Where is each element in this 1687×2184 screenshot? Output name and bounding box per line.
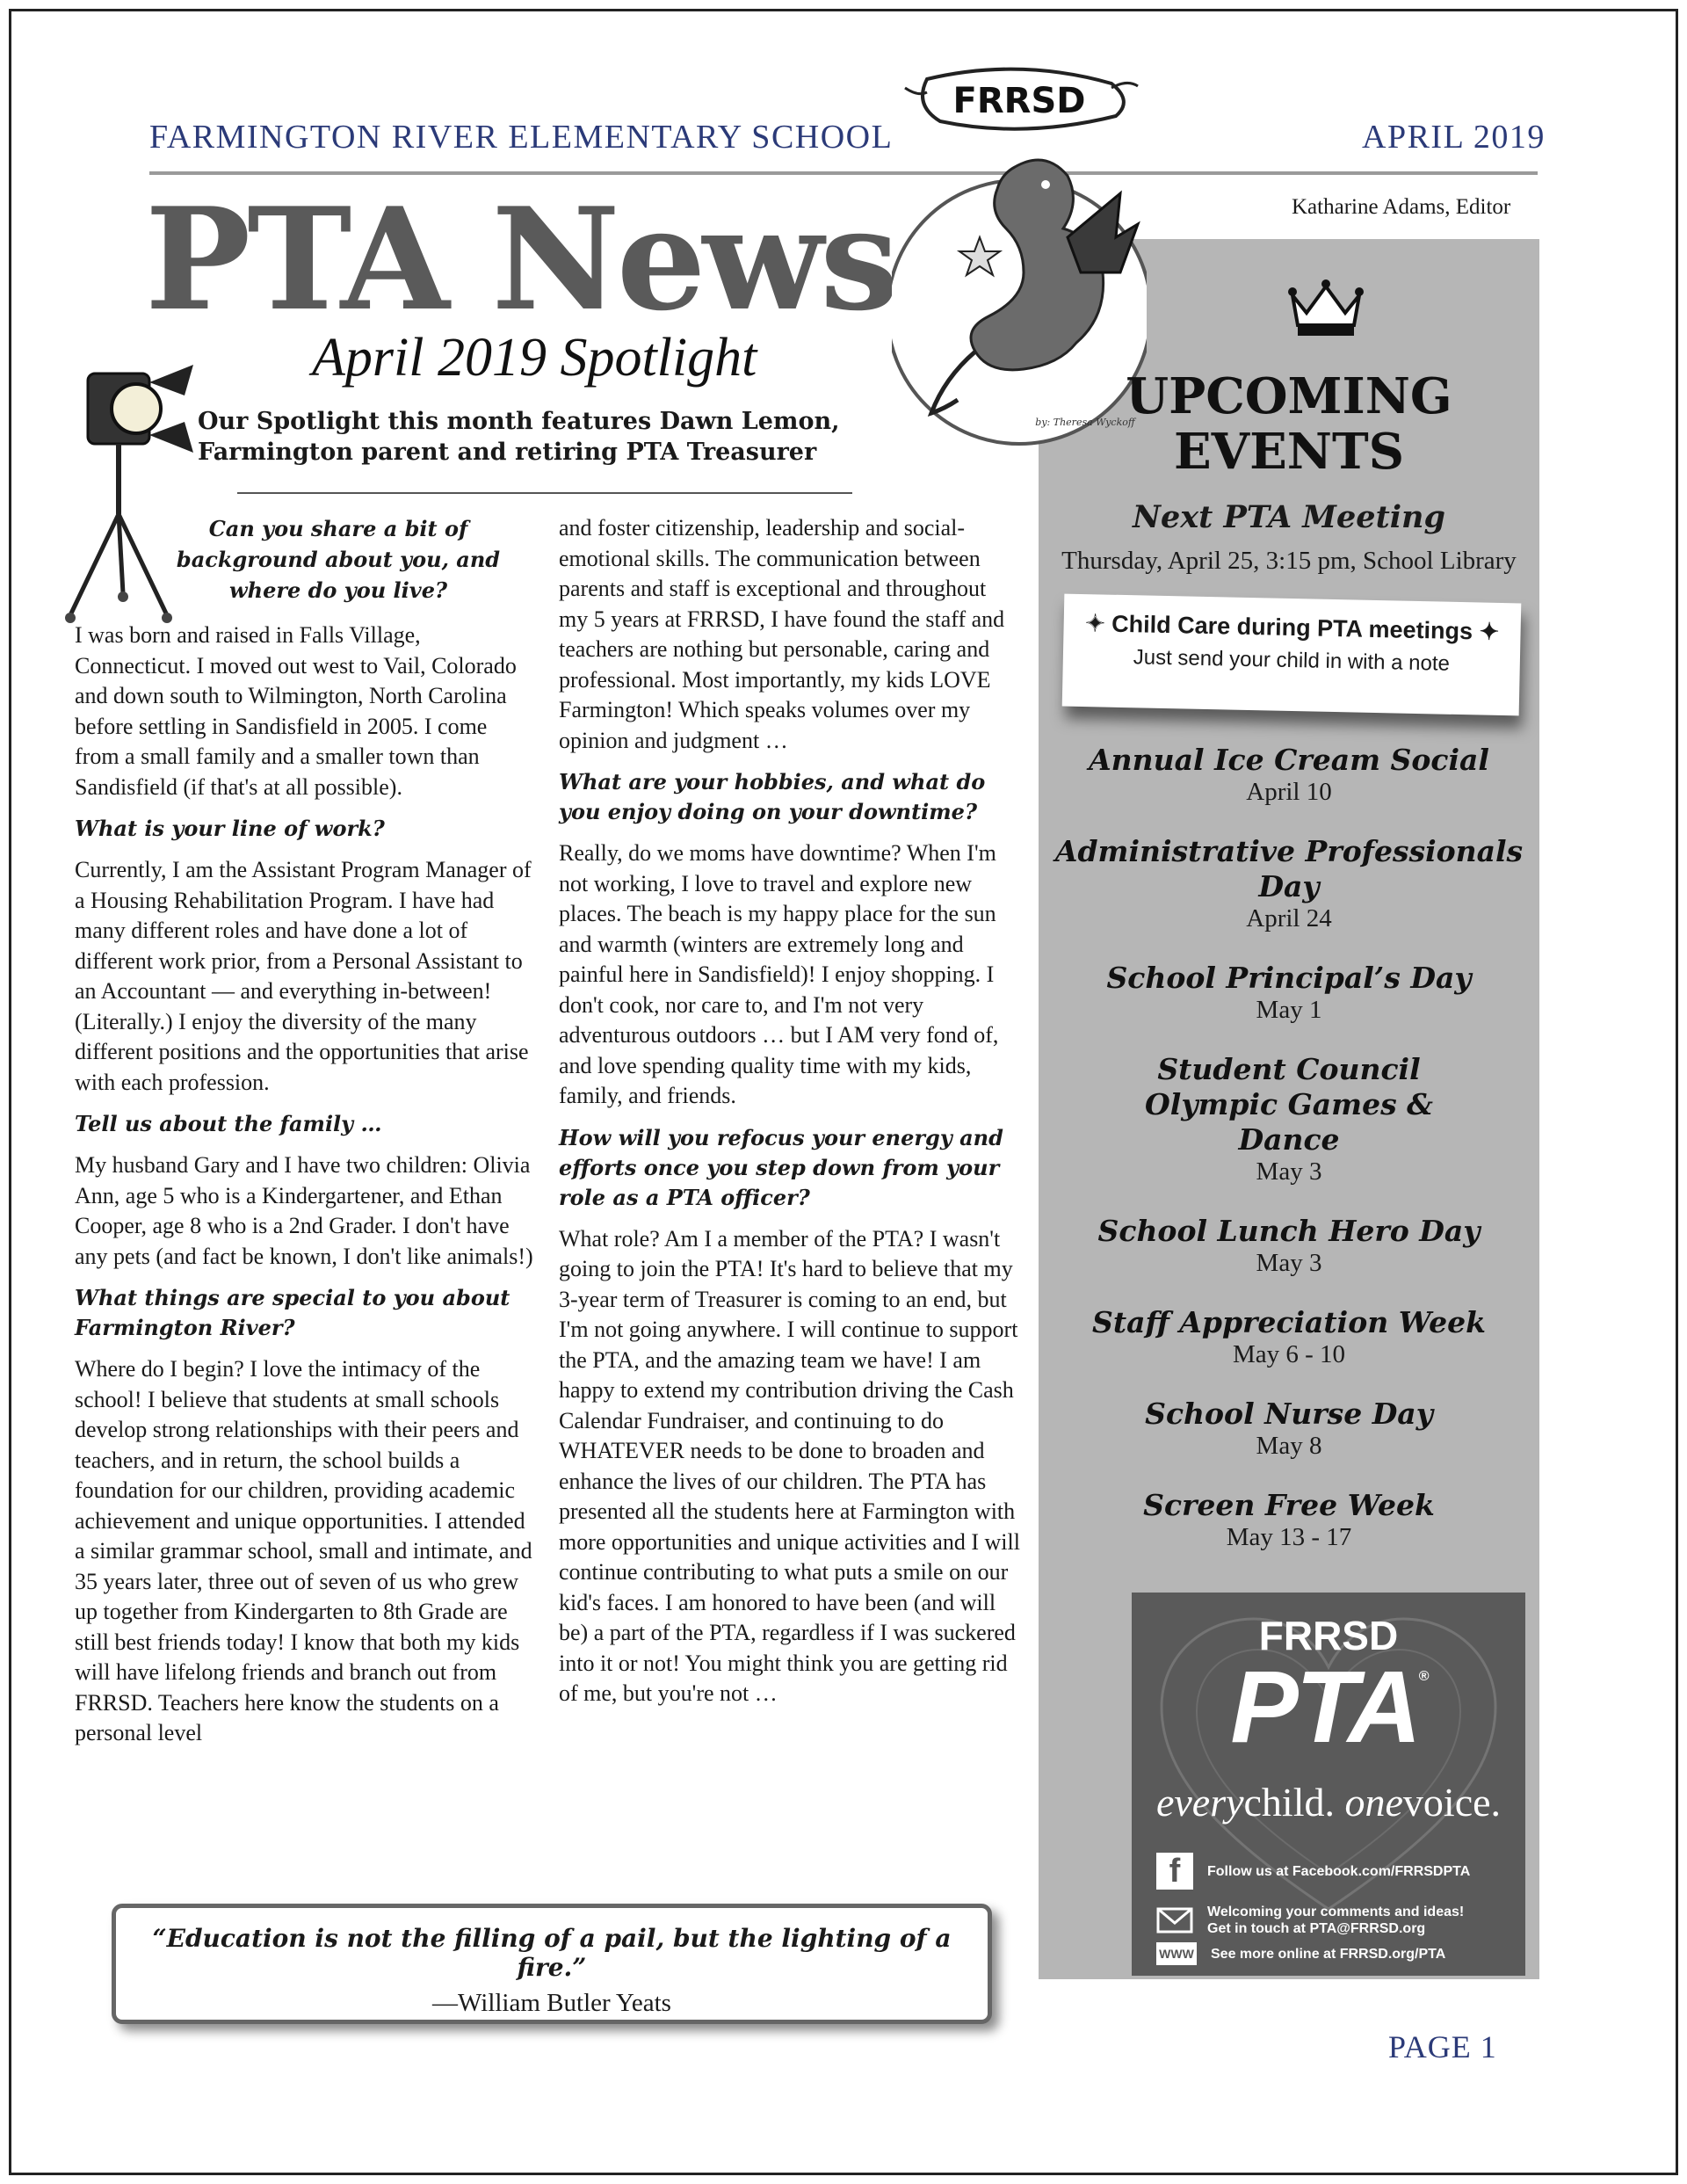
article-question-2: What is your line of work?	[75, 816, 385, 841]
email-line-2: Get in touch at PTA@FRRSD.org	[1207, 1921, 1426, 1936]
event-date: May 1	[1256, 996, 1322, 1024]
event-date: May 3	[1256, 1249, 1322, 1277]
event-date: April 10	[1246, 778, 1332, 806]
pta-logo	[1132, 1650, 1525, 1764]
event-name: School Nurse Day	[1145, 1397, 1433, 1431]
facebook-row[interactable]	[1156, 1853, 1517, 1890]
event-name: Administrative Professionals Day	[1054, 834, 1524, 903]
registered-mark: ®	[1418, 1669, 1427, 1684]
emblem-banner-text: FRRSD	[952, 81, 1086, 121]
event-item	[1039, 961, 1539, 1024]
pta-logo-text: PTA	[1230, 1650, 1419, 1764]
article-answer-3: My husband Gary and I have two children: Olivia Ann, age 5 who is a Kindergartener, and Ethan Cooper, age 8 who is a 2nd Grader. I don't have any pets (and fact be known, I don't like animals!)	[75, 1152, 533, 1269]
childcare-note-card	[1062, 594, 1522, 716]
event-name: Student Council Olympic Games & Dance	[1145, 1052, 1433, 1157]
event-item	[1039, 834, 1539, 932]
article-column-left	[75, 620, 533, 1760]
article-column-middle	[559, 513, 1020, 1721]
spotlight-title: April 2019 Spotlight	[312, 328, 757, 388]
emblem-signature: by: Theresa Wyckoff	[1035, 417, 1135, 428]
tagline-every: every	[1155, 1780, 1244, 1825]
event-date: May 6 - 10	[1232, 1340, 1346, 1368]
event-name: Annual Ice Cream Social	[1089, 743, 1489, 777]
www-icon: WWW	[1156, 1942, 1197, 1965]
article-answer-6: What role? Am I a member of the PTA? I wasn't going to join the PTA! It's hard to believe that my 3-year term of Treasurer is coming to an end, but I'm not going anywhere. I will continue to support the PTA, and the amazing team we have! I am happy to extend my contribution driving the Cash Calendar Fundraiser, and continuing to do WHATEVER needs to be done to broaden and enhance the lives of our children. The PTA has presented all the students here at Farmington with more opportunities and unique activities and I will continue contributing to what puts a smile on our kid's faces. I am honored to have been (and will be) a part of the PTA, regardless if I was suckered into it or not! You might think you are getting rid of me, but you're not …	[559, 1225, 1020, 1706]
email-row[interactable]	[1156, 1902, 1517, 1939]
website-row[interactable]	[1156, 1942, 1517, 1965]
event-name: Staff Appreciation Week	[1092, 1305, 1486, 1339]
email-line-1: Welcoming your comments and ideas!	[1207, 1905, 1465, 1919]
article-question-6: How will you refocus your energy and efforts once you step down from your role as a PTA officer?	[559, 1124, 1003, 1210]
event-item	[1039, 1488, 1539, 1551]
quote-box	[112, 1904, 992, 2024]
page-number: PAGE 1	[1388, 2029, 1497, 2064]
spotlight-subtitle: Our Spotlight this month features Dawn Lemon, Farmington parent and retiring PTA Treasurer	[198, 408, 840, 466]
event-item	[1039, 743, 1539, 806]
header-rule	[149, 171, 1538, 175]
event-name: School Lunch Hero Day	[1097, 1214, 1481, 1248]
quote-text: “Education is not the filling of a pail, but the lighting of a fire.”	[152, 1924, 952, 1982]
article-question-5: What are your hobbies, and what do you enjoy doing on your downtime?	[559, 769, 986, 824]
tagline-one: one	[1344, 1780, 1403, 1825]
event-item	[1039, 1052, 1539, 1186]
article-question-1: Can you share a bit of background about you, and where do you live?	[176, 516, 501, 603]
event-item	[1039, 1214, 1539, 1277]
tagline-child: child.	[1243, 1780, 1335, 1825]
facebook-icon: f	[1156, 1853, 1193, 1890]
event-date: May 8	[1256, 1432, 1322, 1460]
next-meeting-detail: Thursday, April 25, 3:15 pm, School Library	[1061, 547, 1517, 575]
article-question-3: Tell us about the family …	[75, 1111, 382, 1136]
event-name: Screen Free Week	[1143, 1488, 1435, 1522]
events-list	[1039, 743, 1539, 1579]
pta-info-box	[1132, 1593, 1525, 1976]
article-answer-4-continued: and foster citizenship, leadership and social-emotional skills. The communication between parents and staff is exceptional and throughout my 5 years at FRRSD, I have found the staff and teachers are nothing but personable, caring and professional. Most importantly, my kids LOVE Farmington! Which speaks volumes over my opinion and judgment …	[559, 515, 1005, 753]
masthead-title: PTA News	[145, 177, 896, 342]
crown-icon	[1287, 279, 1365, 339]
event-date: April 24	[1246, 904, 1332, 932]
pta-tagline	[1132, 1779, 1525, 1825]
facebook-link[interactable]: Follow us at Facebook.com/FRRSDPTA	[1207, 1863, 1471, 1879]
quote-author: —William Butler Yeats	[432, 1989, 671, 2017]
childcare-title: ✦ Child Care during PTA meetings ✦	[1084, 610, 1500, 645]
event-name: School Principal’s Day	[1106, 961, 1472, 995]
spotlight-rule	[237, 492, 852, 494]
editor-credit: Katharine Adams, Editor	[1292, 195, 1511, 219]
article-answer-4: Where do I begin? I love the intimacy of the school! I believe that students at small schools develop strong relationships with their peers and teachers, and in return, the school builds a foundation for our children, providing academic achievement and unique opportunities. I attended a similar grammar school, small and intimate, and 35 years later, three out of seven of us who grew up together from Kindergarten to 8th Grade are still best friends today! I know that both my kids will have lifelong friends and branch out from FRRSD. Teachers here know the students on a personal level	[75, 1356, 532, 1745]
school-name: FARMINGTON RIVER ELEMENTARY SCHOOL	[149, 119, 894, 156]
event-date: May 13 - 17	[1226, 1523, 1352, 1551]
upcoming-events-heading: UPCOMING EVENTS	[1126, 367, 1452, 482]
event-date: May 3	[1256, 1157, 1322, 1186]
issue-date: APRIL 2019	[1362, 119, 1546, 156]
tagline-voice: voice.	[1402, 1780, 1502, 1825]
email-text[interactable]	[1207, 1904, 1464, 1937]
article-question-4: What things are special to you about Farmington River?	[75, 1285, 510, 1340]
envelope-icon	[1156, 1902, 1193, 1939]
next-meeting-title: Next PTA Meeting	[1133, 499, 1445, 535]
article-answer-1: I was born and raised in Falls Village, Connecticut. I moved out west to Vail, Colorado and down south to Wilmington, North Carolina before settling in Sandisfield in 2005. I come from a small family and a smaller town than Sandisfield (if that's at all possible).	[75, 622, 517, 800]
pta-org-name: FRRSD	[1258, 1613, 1399, 1658]
website-link[interactable]: See more online at FRRSD.org/PTA	[1211, 1946, 1446, 1962]
event-item	[1039, 1305, 1539, 1368]
event-item	[1039, 1397, 1539, 1460]
article-answer-2: Currently, I am the Assistant Program Manager of a Housing Rehabilitation Program. I have had many different roles and have done a lot of different work prior, from a Personal Assistant to an Accountant — and everything in-between! (Literally.) I enjoy the diversity of the many different positions and the opportunities that arise with each profession.	[75, 857, 532, 1095]
childcare-note: Just send your child in with a note	[1133, 645, 1451, 676]
article-answer-5: Really, do we moms have downtime? When I'm not working, I love to travel and explore new places. The beach is my happy place for the sun and warmth (winters are extremely long and painful here in Sandisfield)! I enjoy shopping. I don't cook, nor care to, and I'm not very adventurous outdoors … but I AM very fond of, and love spending quality time with my kids, family, and friends.	[559, 840, 999, 1108]
